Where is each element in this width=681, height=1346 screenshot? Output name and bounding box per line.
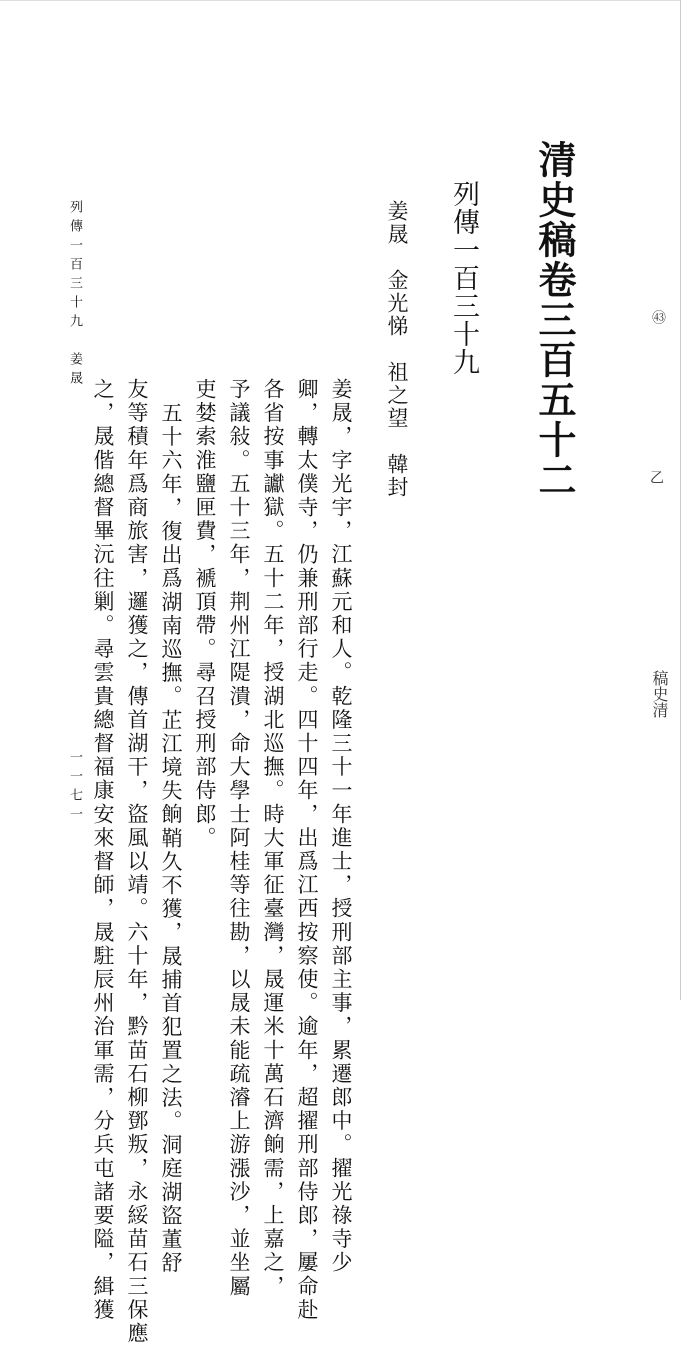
body-line-3: 各省按事讞獄。五十二年，授湖北巡撫。時大軍征臺灣，晟運米十萬石濟餉需，上嘉之， (261, 378, 285, 1299)
page-top-edge (0, 0, 681, 1)
margin-mark-top: ㊸ (650, 310, 666, 324)
body-line-7: 友等積年爲商旅害，邏獲之，傳首湖干，盜風以靖。六十年，黔苗石柳鄧叛，永綏苗石三保應 (125, 378, 149, 1346)
footer-page-number: 一一七一 (67, 750, 82, 826)
margin-mark-lower: 稿史清 (650, 670, 669, 718)
volume-title: 清史稿卷三百五十二 (532, 140, 577, 500)
body-line-6: 五十六年，復出爲湖南巡撫。芷江境失餉鞘久不獲，晟捕首犯置之法。洞庭湖盜董舒 (159, 402, 183, 1276)
body-line-5: 吏婪索淮鹽匣費，褫頂帶。尋召授刑部侍郎。 (193, 378, 217, 850)
footer-section-title: 列傳一百三十九 姜晟 (67, 200, 82, 390)
body-line-1: 姜晟，字光宇，江蘇元和人。乾隆三十一年進士，授刑部主事，累遷郎中。擢光祿寺少 (329, 378, 353, 1275)
body-line-2: 卿，轉太僕寺，仍兼刑部行走。四十四年，出爲江西按察使。逾年，超擢刑部侍郎，屢命赴 (295, 378, 319, 1322)
biography-subjects: 姜晟 金光悌 祖之望 韓封 (385, 200, 409, 499)
body-line-8: 之，晟偕總督畢沅往剿。尋雲貴總督福康安來督師，晟駐辰州治軍需，分兵屯諸要隘，緝獲 (91, 378, 115, 1322)
section-title: 列傳一百三十九 (448, 180, 479, 376)
body-line-4: 予議敍。五十三年，荆州江隄潰，命大學士阿桂等往勘，以晟未能疏濬上游漲沙，並坐屬 (227, 378, 251, 1299)
margin-mark-middle: 乙 (648, 470, 664, 484)
